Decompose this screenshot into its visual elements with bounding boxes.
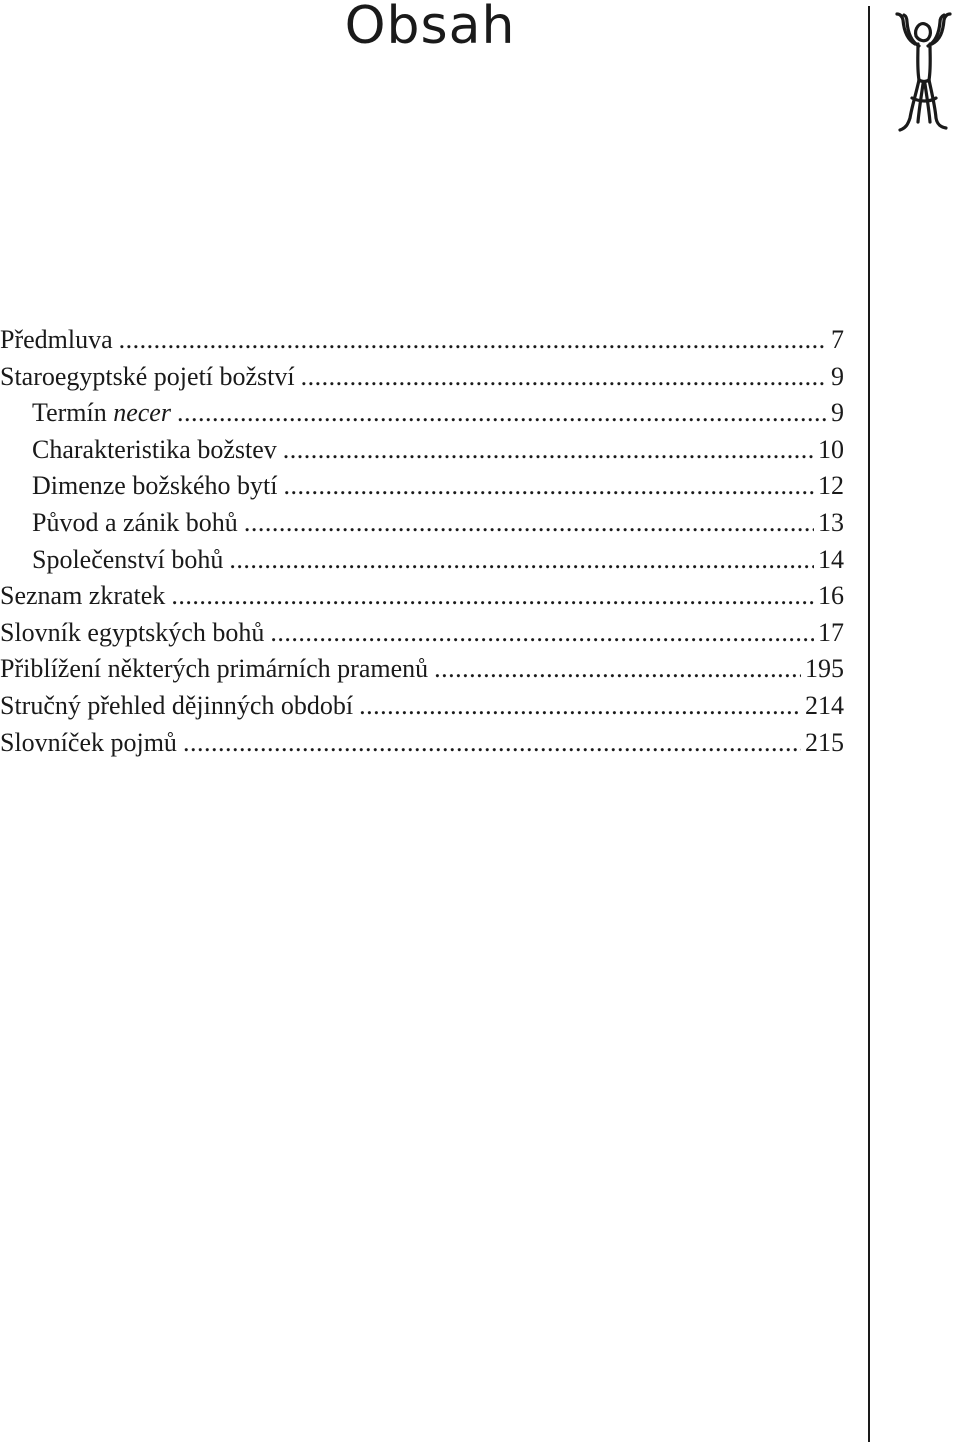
toc-dot-leader	[284, 468, 815, 505]
toc-entry-title: Termín necer	[32, 398, 171, 428]
toc-entry-title: Slovník egyptských bohů	[0, 617, 265, 647]
toc-entry-page: 7	[831, 325, 844, 354]
toc-entry-dimenze-bozskeho-byti[interactable]	[0, 468, 844, 505]
toc-entry-title: Společenství bohů	[32, 544, 224, 574]
toc-entry-slovnik-egyptskych-bohu[interactable]	[0, 615, 844, 652]
toc-entry-page: 16	[818, 581, 844, 611]
toc-entry-page: 9	[831, 361, 844, 391]
toc-entry-title: Slovníček pojmů	[0, 727, 177, 757]
toc-dot-leader	[359, 688, 801, 725]
toc-entry-title: Stručný přehled dějinných období	[0, 690, 354, 720]
toc-entry-title: Předmluva	[0, 325, 113, 354]
toc-entry-termin-necer[interactable]	[0, 395, 844, 432]
toc-entry-page: 214	[805, 690, 844, 720]
toc-entry-predmluva[interactable]	[0, 322, 844, 359]
toc-entry-page: 9	[831, 398, 844, 428]
toc-dot-leader	[171, 578, 814, 615]
toc-dot-leader	[229, 542, 814, 579]
toc-entry-page: 10	[818, 434, 844, 464]
toc-dot-leader	[244, 505, 814, 542]
toc-entry-page: 215	[805, 727, 844, 757]
toc-entry-slovnicek-pojmu[interactable]	[0, 725, 844, 762]
toc-entry-title: Charakteristika božstev	[32, 434, 277, 464]
toc-entry-page: 14	[818, 544, 844, 574]
toc-entry-strucny-prehled-dejinnych-obdobi[interactable]	[0, 688, 844, 725]
toc-entry-spolecenstvi-bohu[interactable]	[0, 542, 844, 579]
toc-dot-leader	[270, 615, 814, 652]
toc-entry-page: 12	[818, 471, 844, 501]
toc-entry-page: 195	[805, 654, 844, 684]
toc-entry-staroegyptske-pojeti-bozstvi[interactable]	[0, 359, 844, 396]
toc-entry-charakteristika-bozstev[interactable]	[0, 432, 844, 469]
toc-dot-leader	[183, 725, 801, 762]
toc-dot-leader	[434, 651, 801, 688]
toc-entry-title: Staroegyptské pojetí božství	[0, 361, 295, 391]
toc-entry-priblizeni-primarnich-pramenu[interactable]	[0, 651, 844, 688]
toc-entry-puvod-a-zanik-bohu[interactable]	[0, 505, 844, 542]
toc-entry-page: 17	[818, 617, 844, 647]
toc-dot-leader	[301, 359, 827, 396]
page-title: Obsah	[344, 0, 516, 56]
toc-entry-seznam-zkratek[interactable]	[0, 578, 844, 615]
toc-entry-title: Seznam zkratek	[0, 581, 166, 611]
vertical-divider	[868, 6, 870, 1442]
table-of-contents	[0, 322, 844, 761]
toc-entry-title: Dimenze božského bytí	[32, 471, 278, 501]
toc-entry-title: Původ a zánik bohů	[32, 507, 238, 537]
toc-entry-title: Přiblížení některých primárních pramenů	[0, 654, 429, 684]
toc-dot-leader	[177, 395, 827, 432]
toc-dot-leader	[283, 432, 814, 469]
toc-entry-page: 13	[818, 507, 844, 537]
egyptian-figure-icon	[888, 6, 960, 134]
toc-dot-leader	[119, 322, 827, 359]
